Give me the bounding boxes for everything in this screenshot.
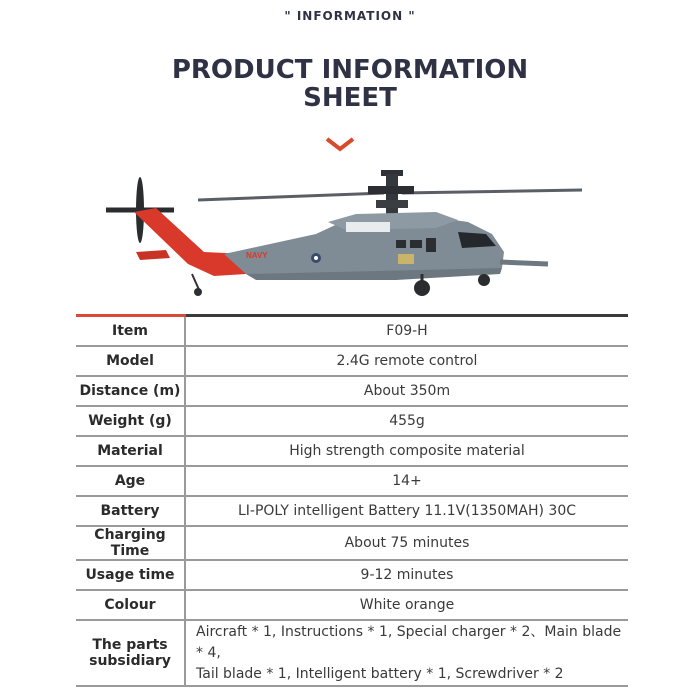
spec-value: LI-POLY intelligent Battery 11.1V(1350MAH) 30C — [185, 496, 628, 526]
table-row — [76, 376, 628, 406]
spec-value: White orange — [185, 590, 628, 620]
spec-label: Usage time — [76, 560, 185, 590]
table-row — [76, 316, 628, 347]
spec-label: Model — [76, 346, 185, 376]
spec-label: Age — [76, 466, 185, 496]
table-row — [76, 560, 628, 590]
spec-label: Item — [76, 316, 185, 347]
spec-value: High strength composite material — [185, 436, 628, 466]
page-title-line-2: SHEET — [303, 83, 397, 113]
spec-value-line-2: Tail blade * 1, Intelligent battery * 1, Screwdriver * 2 — [196, 665, 564, 682]
spec-value: 14+ — [185, 466, 628, 496]
page-title-line-1: PRODUCT INFORMATION — [171, 55, 529, 85]
page-title — [0, 56, 700, 112]
spec-label: Battery — [76, 496, 185, 526]
table-row — [76, 436, 628, 466]
spec-label: Charging Time — [76, 526, 185, 560]
spec-table — [76, 314, 628, 687]
section-kicker: " INFORMATION " — [284, 9, 416, 23]
spec-value — [185, 620, 628, 686]
navy-marking: NAVY — [246, 251, 268, 260]
spec-label: The parts subsidiary — [76, 620, 185, 686]
spec-value-line-1: Aircraft * 1, Instructions * 1, Special charger * 2、Main blade * 4, — [196, 623, 622, 661]
chevron-down-icon — [324, 136, 356, 152]
table-row — [76, 526, 628, 560]
table-row — [76, 620, 628, 686]
spec-value: 9-12 minutes — [185, 560, 628, 590]
spec-label: Material — [76, 436, 185, 466]
table-row — [76, 406, 628, 436]
spec-label: Weight (g) — [76, 406, 185, 436]
spec-value: About 350m — [185, 376, 628, 406]
helicopter-image — [96, 162, 596, 302]
spec-value: 455g — [185, 406, 628, 436]
spec-label: Distance (m) — [76, 376, 185, 406]
spec-value: F09-H — [185, 316, 628, 347]
spec-value: About 75 minutes — [185, 526, 628, 560]
table-row — [76, 496, 628, 526]
spec-value: 2.4G remote control — [185, 346, 628, 376]
table-row — [76, 466, 628, 496]
spec-label: Colour — [76, 590, 185, 620]
table-row — [76, 346, 628, 376]
table-row — [76, 590, 628, 620]
